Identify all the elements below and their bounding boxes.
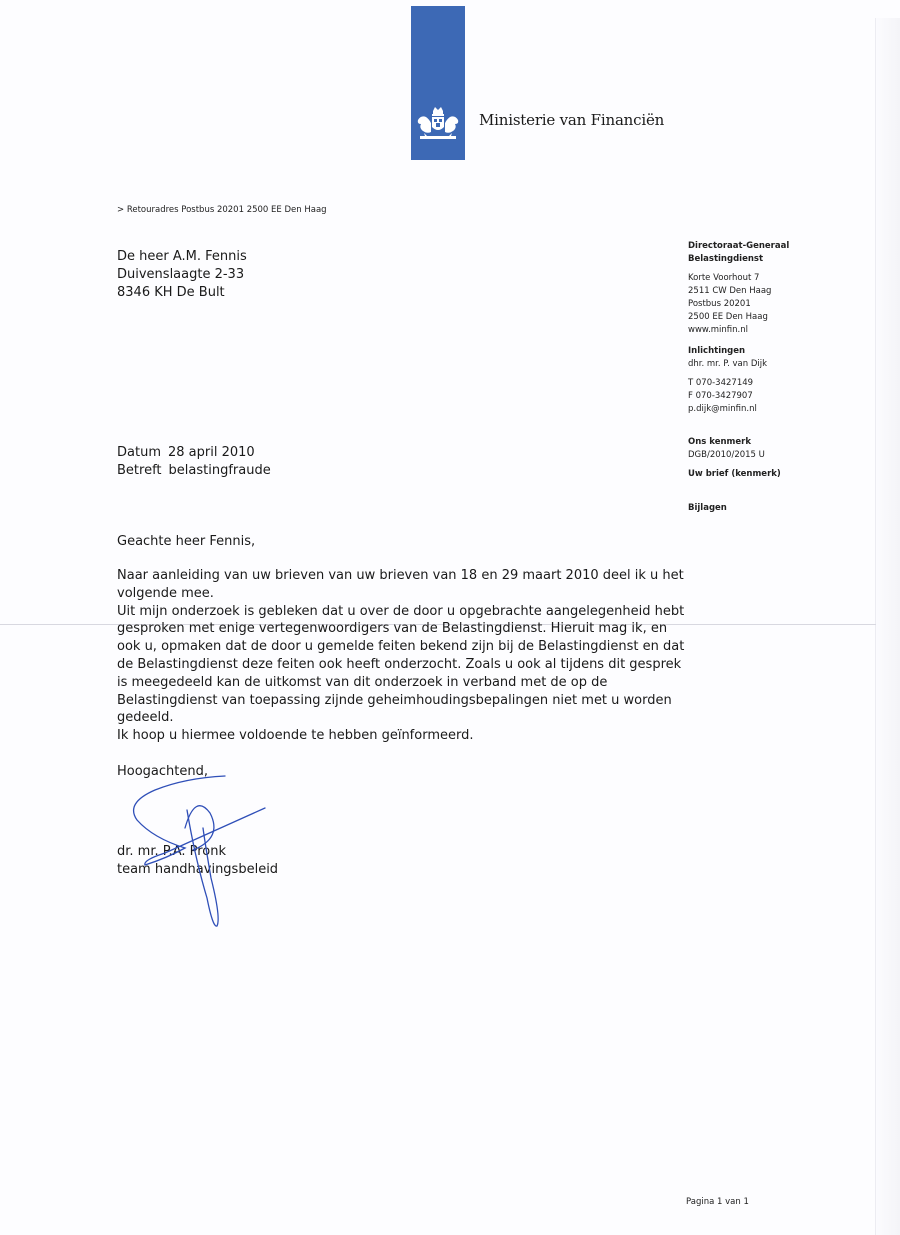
recipient-name: De heer A.M. Fennis: [117, 249, 247, 264]
letter-body: [117, 567, 687, 745]
return-address: > Retouradres Postbus 20201 2500 EE Den Haag: [117, 205, 327, 215]
recipient-city: 8346 KH De Bult: [117, 285, 225, 300]
sender-address-line: Korte Voorhout 7: [688, 273, 760, 283]
body-paragraph: Uit mijn onderzoek is gebleken dat u over de door u opgebrachte aangelegenheid hebt gesproken met enige vertegenwoordigers van de Belastingdienst. Hieruit mag ik, en ook u, opmaken dat de door u gemelde feiten bekend zijn bij de Belastingdienst en dat de Belastingdienst deze feiten ook heeft onderzocht. Zoals u ook al tijdens dit gesprek is meegedeeld kan de uitkomst van dit onderzoek in verband met de op de Belastingdienst van toepassing zijnde geheimhoudingsbepalingen niet met u worden gedeeld.: [117, 603, 685, 726]
recipient-address: [117, 248, 247, 302]
attachments-heading: Bijlagen: [688, 503, 727, 513]
signer-team: team handhavingsbeleid: [117, 862, 279, 877]
subject-row: [117, 462, 271, 480]
sender-website: www.minfin.nl: [688, 325, 748, 335]
page-number: Pagina 1 van 1: [686, 1197, 749, 1207]
your-letter-heading: Uw brief (kenmerk): [688, 469, 781, 479]
date-value: 28 april 2010: [167, 445, 255, 460]
contact-heading: Inlichtingen: [688, 346, 746, 356]
contact-email: p.dijk@minfin.nl: [688, 404, 757, 414]
department-line2: Belastingdienst: [688, 254, 764, 264]
subject-label: Betreft: [117, 463, 162, 478]
handwritten-signature: [125, 768, 275, 933]
body-paragraph: Ik hoop u hiermee voldoende te hebben geïnformeerd.: [117, 728, 474, 744]
signer-name: dr. mr. P.A. Pronk: [117, 844, 227, 859]
subject-value: belastingfraude: [168, 463, 271, 478]
date-row: [117, 444, 271, 462]
royal-coat-of-arms-icon: [415, 106, 461, 148]
sender-address-line: 2511 CW Den Haag: [688, 286, 772, 296]
ministry-name: Ministerie van Financiën: [479, 111, 665, 129]
sender-address-line: Postbus 20201: [688, 299, 751, 309]
reference-heading: Ons kenmerk: [688, 437, 752, 447]
date-label: Datum: [117, 445, 161, 460]
contact-fax: F 070-3427907: [688, 391, 753, 401]
ministry-logo-bar: [411, 6, 465, 160]
recipient-street: Duivenslaagte 2-33: [117, 267, 245, 282]
salutation: Geachte heer Fennis,: [117, 534, 256, 549]
letter-meta: [117, 444, 271, 480]
sender-address-line: 2500 EE Den Haag: [688, 312, 768, 322]
sender-column: [688, 240, 789, 521]
reference-value: DGB/2010/2015 U: [688, 450, 765, 460]
paper-edge: [875, 18, 900, 1235]
closing: Hoogachtend,: [117, 764, 209, 779]
department-line1: Directoraat-Generaal: [688, 241, 790, 251]
body-paragraph: Naar aanleiding van uw brieven van uw brieven van 18 en 29 maart 2010 deel ik u het volgende mee.: [117, 568, 684, 601]
contact-name: dhr. mr. P. van Dijk: [688, 359, 768, 369]
contact-phone: T 070-3427149: [688, 378, 754, 388]
